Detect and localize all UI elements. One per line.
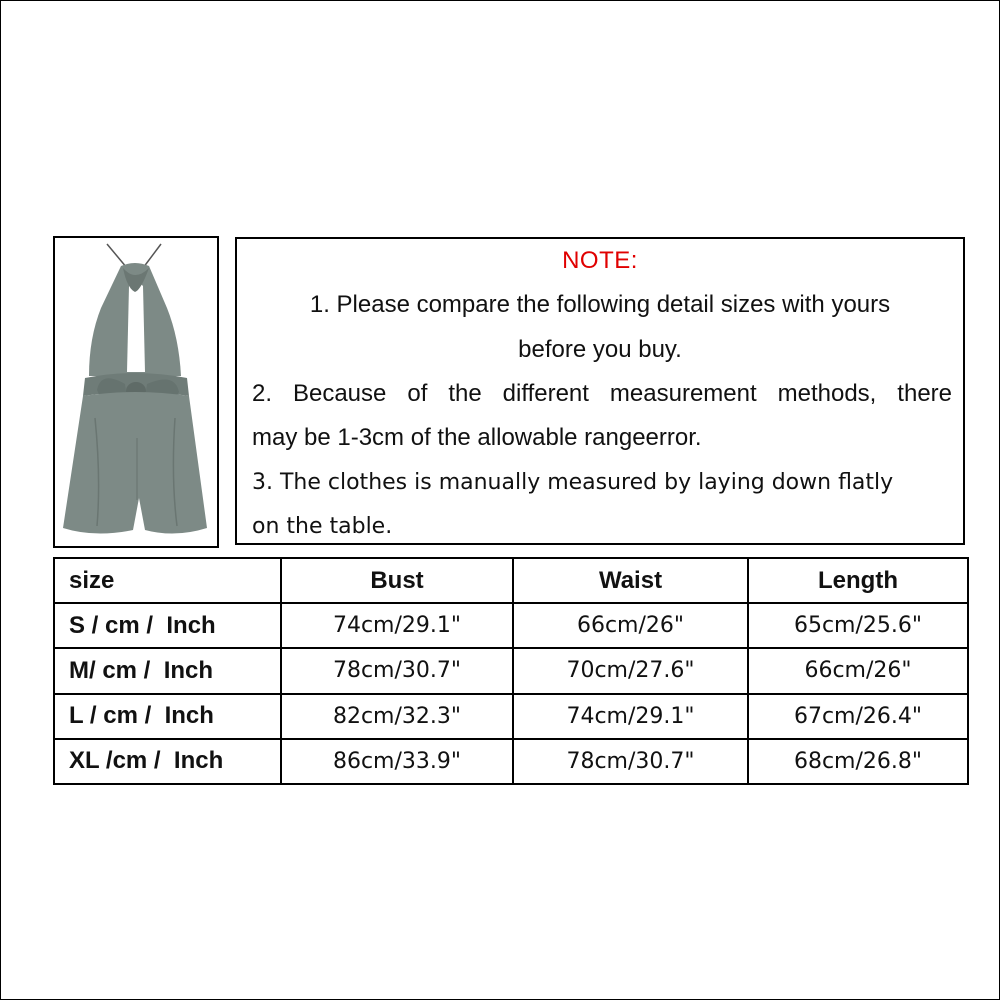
bust-value: 82cm/32.3" xyxy=(281,694,513,739)
romper-image xyxy=(55,238,217,546)
bust-value: 74cm/29.1" xyxy=(281,603,513,648)
note-line-2b: may be 1-3cm of the allowable rangeerror. xyxy=(252,424,702,451)
length-value: 66cm/26" xyxy=(748,648,968,693)
bust-value: 86cm/33.9" xyxy=(281,739,513,784)
length-value: 67cm/26.4" xyxy=(748,694,968,739)
note-box xyxy=(235,237,965,545)
table-header-row xyxy=(54,558,968,603)
table-row xyxy=(54,694,968,739)
product-image-frame xyxy=(53,236,219,548)
header-bust: Bust xyxy=(281,558,513,603)
header-waist: Waist xyxy=(513,558,748,603)
note-line-3b: on the table. xyxy=(252,514,393,539)
waist-value: 70cm/27.6" xyxy=(513,648,748,693)
note-line-3a: 3. The clothes is manually measured by laying down flatly xyxy=(252,470,894,495)
length-value: 65cm/25.6" xyxy=(748,603,968,648)
header-size: size xyxy=(54,558,281,603)
note-line-1a: 1. Please compare the following detail sizes with yours xyxy=(309,291,891,318)
table-row xyxy=(54,648,968,693)
size-label: M/ cm / Inch xyxy=(54,648,281,693)
waist-value: 74cm/29.1" xyxy=(513,694,748,739)
waist-value: 66cm/26" xyxy=(513,603,748,648)
waist-value: 78cm/30.7" xyxy=(513,739,748,784)
note-title: NOTE: xyxy=(562,247,638,274)
size-label: XL /cm / Inch xyxy=(54,739,281,784)
size-label: L / cm / Inch xyxy=(54,694,281,739)
header-length: Length xyxy=(748,558,968,603)
length-value: 68cm/26.8" xyxy=(748,739,968,784)
bust-value: 78cm/30.7" xyxy=(281,648,513,693)
table-row xyxy=(54,739,968,784)
size-table xyxy=(53,557,969,785)
size-label: S / cm / Inch xyxy=(54,603,281,648)
note-line-1b: before you buy. xyxy=(518,336,682,363)
table-row xyxy=(54,603,968,648)
note-line-2a: 2. Because of the different measurement methods, there xyxy=(252,380,952,407)
